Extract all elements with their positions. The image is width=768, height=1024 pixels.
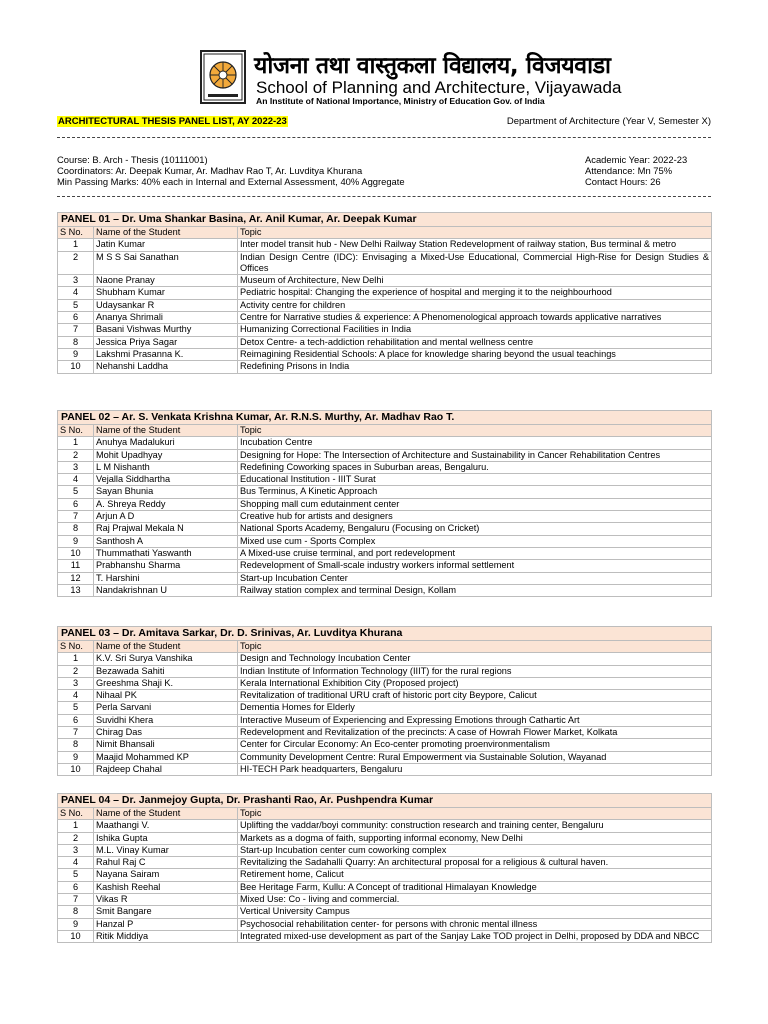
panel-title: PANEL 03 – Dr. Amitava Sarkar, Dr. D. Srinivas, Ar. Luvditya Khurana [58, 627, 712, 641]
table-row [58, 474, 712, 486]
thesis-topic: Educational Institution - IIIT Surat [238, 474, 712, 486]
student-name: Perla Sarvani [94, 702, 238, 714]
serial-number: 8 [58, 523, 94, 535]
serial-number: 4 [58, 857, 94, 869]
student-name: Smit Bangare [94, 906, 238, 918]
student-name: Nihaal PK [94, 690, 238, 702]
table-row [58, 857, 712, 869]
table-row [58, 820, 712, 832]
column-header-row [58, 227, 712, 239]
serial-number: 10 [58, 930, 94, 942]
serial-number: 3 [58, 844, 94, 856]
table-row [58, 251, 712, 275]
contact-hours: Contact Hours: 26 [585, 176, 661, 187]
thesis-topic: A Mixed-use cruise terminal, and port redevelopment [238, 547, 712, 559]
hindi-title: योजना तथा वास्तुकला विद्यालय, विजयवाडा [254, 53, 611, 79]
thesis-topic: Activity centre for children [238, 299, 712, 311]
thesis-topic: Railway station complex and terminal Design, Kollam [238, 584, 712, 596]
serial-number: 6 [58, 714, 94, 726]
thesis-topic: Incubation Centre [238, 437, 712, 449]
serial-number: 3 [58, 275, 94, 287]
table-row [58, 299, 712, 311]
institute-logo [200, 50, 246, 104]
table-row [58, 918, 712, 930]
thesis-topic: Bus Terminus, A Kinetic Approach [238, 486, 712, 498]
serial-number: 2 [58, 832, 94, 844]
thesis-topic: Redefining Prisons in India [238, 361, 712, 373]
academic-year: Academic Year: 2022-23 [585, 154, 688, 165]
thesis-topic: Mixed use cum - Sports Complex [238, 535, 712, 547]
column-header-row [58, 641, 712, 653]
table-row [58, 869, 712, 881]
student-name: Arjun A D [94, 511, 238, 523]
serial-number: 2 [58, 665, 94, 677]
serial-number: 7 [58, 511, 94, 523]
panel-table [57, 212, 712, 374]
table-row [58, 239, 712, 251]
student-name: Rahul Raj C [94, 857, 238, 869]
student-name: Prabhanshu Sharma [94, 560, 238, 572]
thesis-topic: Inter model transit hub - New Delhi Railway Station Redevelopment of railway station, Bus terminal & metro [238, 239, 712, 251]
student-name: Sayan Bhunia [94, 486, 238, 498]
coordinators-line: Coordinators: Ar. Deepak Kumar, Ar. Madhav Rao T, Ar. Luvditya Khurana [57, 165, 363, 176]
table-row [58, 677, 712, 689]
thesis-topic: Redevelopment of Small-scale industry workers informal settlement [238, 560, 712, 572]
department-label: Department of Architecture (Year V, Semester X) [506, 116, 711, 127]
table-row [58, 523, 712, 535]
serial-number: 8 [58, 336, 94, 348]
table-row [58, 449, 712, 461]
student-name: Nehanshi Laddha [94, 361, 238, 373]
student-name: Maathangi V. [94, 820, 238, 832]
serial-number: 13 [58, 584, 94, 596]
thesis-topic: HI-TECH Park headquarters, Bengaluru [238, 763, 712, 775]
column-header-topic: Topic [238, 425, 712, 437]
thesis-topic: Markets as a dogma of faith, supporting informal economy, New Delhi [238, 832, 712, 844]
thesis-topic: Detox Centre- a tech-addiction rehabilitation and mental wellness centre [238, 336, 712, 348]
serial-number: 1 [58, 820, 94, 832]
column-header-sno: S No. [58, 808, 94, 820]
column-header-topic: Topic [238, 641, 712, 653]
thesis-topic: Revitalizing the Sadahalli Quarry: An architectural proposal for a religious & cultural haven. [238, 857, 712, 869]
thesis-topic: Creative hub for artists and designers [238, 511, 712, 523]
serial-number: 1 [58, 653, 94, 665]
table-row [58, 547, 712, 559]
thesis-topic: Indian Design Centre (IDC): Envisaging a Mixed-Use Educational, Commercial High-Rise for Design Studies & Offices [238, 251, 712, 275]
table-row [58, 653, 712, 665]
table-row [58, 727, 712, 739]
thesis-topic: Museum of Architecture, New Delhi [238, 275, 712, 287]
student-name: Udaysankar R [94, 299, 238, 311]
table-row [58, 511, 712, 523]
serial-number: 10 [58, 547, 94, 559]
column-header-row [58, 425, 712, 437]
table-row [58, 535, 712, 547]
course-info [57, 154, 711, 188]
passing-marks-line: Min Passing Marks: 40% each in Internal and External Assessment, 40% Aggregate [57, 176, 405, 187]
serial-number: 7 [58, 894, 94, 906]
thesis-topic: Centre for Narrative studies & experience: A Phenomenological approach towards applicative narratives [238, 312, 712, 324]
thesis-topic: Dementia Homes for Elderly [238, 702, 712, 714]
serial-number: 12 [58, 572, 94, 584]
table-row [58, 437, 712, 449]
thesis-topic: Humanizing Correctional Facilities in India [238, 324, 712, 336]
student-name: Ritik Middiya [94, 930, 238, 942]
serial-number: 8 [58, 906, 94, 918]
thesis-topic: Pediatric hospital: Changing the experience of hospital and merging it to the neighbourhood [238, 287, 712, 299]
table-row [58, 584, 712, 596]
table-row [58, 336, 712, 348]
column-header-topic: Topic [238, 808, 712, 820]
student-name: Lakshmi Prasanna K. [94, 348, 238, 360]
table-row [58, 312, 712, 324]
serial-number: 6 [58, 312, 94, 324]
serial-number: 7 [58, 324, 94, 336]
serial-number: 4 [58, 287, 94, 299]
thesis-topic: Integrated mixed-use development as part of the Sanjay Lake TOD project in Delhi, proposed by DDA and NBCC [238, 930, 712, 942]
student-name: Anuhya Madalukuri [94, 437, 238, 449]
institute-subtitle: An Institute of National Importance, Ministry of Education Gov. of India [256, 96, 545, 106]
student-name: Vikas R [94, 894, 238, 906]
student-name: Thummathati Yaswanth [94, 547, 238, 559]
student-name: Vejalla Siddhartha [94, 474, 238, 486]
student-name: Ananya Shrimali [94, 312, 238, 324]
column-header-name: Name of the Student [94, 425, 238, 437]
table-row [58, 461, 712, 473]
divider [57, 137, 711, 138]
table-row [58, 560, 712, 572]
student-name: Naone Pranay [94, 275, 238, 287]
serial-number: 3 [58, 461, 94, 473]
table-row [58, 702, 712, 714]
table-row [58, 690, 712, 702]
table-row [58, 324, 712, 336]
serial-number: 9 [58, 918, 94, 930]
column-header-topic: Topic [238, 227, 712, 239]
student-name: Nayana Sairam [94, 869, 238, 881]
table-row [58, 714, 712, 726]
thesis-topic: Retirement home, Calicut [238, 869, 712, 881]
table-row [58, 881, 712, 893]
serial-number: 8 [58, 739, 94, 751]
thesis-topic: Kerala International Exhibition City (Proposed project) [238, 677, 712, 689]
student-name: Basani Vishwas Murthy [94, 324, 238, 336]
serial-number: 9 [58, 535, 94, 547]
thesis-topic: National Sports Academy, Bengaluru (Focusing on Cricket) [238, 523, 712, 535]
student-name: T. Harshini [94, 572, 238, 584]
table-row [58, 665, 712, 677]
thesis-topic: Design and Technology Incubation Center [238, 653, 712, 665]
student-name: M.L. Vinay Kumar [94, 844, 238, 856]
student-name: L M Nishanth [94, 461, 238, 473]
serial-number: 6 [58, 498, 94, 510]
serial-number: 3 [58, 677, 94, 689]
thesis-topic: Bee Heritage Farm, Kullu: A Concept of traditional Himalayan Knowledge [238, 881, 712, 893]
document-titlebar [57, 116, 711, 128]
course-line: Course: B. Arch - Thesis (10111001) [57, 154, 208, 165]
serial-number: 9 [58, 751, 94, 763]
table-row [58, 275, 712, 287]
table-row [58, 894, 712, 906]
thesis-topic: Indian Institute of Information Technology (IIIT) for the rural regions [238, 665, 712, 677]
thesis-topic: Revitalization of traditional URU craft of historic port city Beypore, Calicut [238, 690, 712, 702]
student-name: Rajdeep Chahal [94, 763, 238, 775]
student-name: M S S Sai Sanathan [94, 251, 238, 275]
thesis-topic: Reimagining Residential Schools: A place for knowledge sharing beyond the usual teachings [238, 348, 712, 360]
table-row [58, 361, 712, 373]
thesis-topic: Center for Circular Economy: An Eco-center promoting proenvironmentalism [238, 739, 712, 751]
panel-title: PANEL 01 – Dr. Uma Shankar Basina, Ar. Anil Kumar, Ar. Deepak Kumar [58, 213, 712, 227]
student-name: Shubham Kumar [94, 287, 238, 299]
thesis-topic: Interactive Museum of Experiencing and Expressing Emotions through Cathartic Art [238, 714, 712, 726]
thesis-topic: Redevelopment and Revitalization of the precincts: A case of Howrah Flower Market, Kolkata [238, 727, 712, 739]
table-row [58, 486, 712, 498]
course-info-right [585, 154, 687, 187]
thesis-topic: Vertical University Campus [238, 906, 712, 918]
thesis-topic: Start-up Incubation center cum coworking complex [238, 844, 712, 856]
divider [57, 196, 711, 197]
student-name: Jessica Priya Sagar [94, 336, 238, 348]
thesis-topic: Community Development Centre: Rural Empowerment via Sustainable Solution, Wayanad [238, 751, 712, 763]
serial-number: 5 [58, 869, 94, 881]
column-header-name: Name of the Student [94, 808, 238, 820]
student-name: Greeshma Shaji K. [94, 677, 238, 689]
serial-number: 6 [58, 881, 94, 893]
thesis-topic: Designing for Hope: The Intersection of Architecture and Sustainability in Cancer Rehabilitation Centres [238, 449, 712, 461]
document-title: ARCHITECTURAL THESIS PANEL LIST, AY 2022-23 [58, 116, 287, 127]
table-row [58, 751, 712, 763]
student-name: Raj Prajwal Mekala N [94, 523, 238, 535]
serial-number: 9 [58, 348, 94, 360]
student-name: Jatin Kumar [94, 239, 238, 251]
serial-number: 2 [58, 251, 94, 275]
thesis-topic: Uplifting the vaddar/boyi community: construction research and training center, Bengaluru [238, 820, 712, 832]
column-header-row [58, 808, 712, 820]
panel-table [57, 410, 712, 597]
thesis-topic: Shopping mall cum edutainment center [238, 498, 712, 510]
student-name: K.V. Sri Surya Vanshika [94, 653, 238, 665]
serial-number: 2 [58, 449, 94, 461]
student-name: Bezawada Sahiti [94, 665, 238, 677]
thesis-topic: Psychosocial rehabilitation center- for persons with chronic mental illness [238, 918, 712, 930]
serial-number: 5 [58, 702, 94, 714]
student-name: Mohit Upadhyay [94, 449, 238, 461]
attendance: Attendance: Mn 75% [585, 165, 673, 176]
thesis-topic: Mixed Use: Co - living and commercial. [238, 894, 712, 906]
table-row [58, 930, 712, 942]
table-row [58, 739, 712, 751]
student-name: Nandakrishnan U [94, 584, 238, 596]
serial-number: 1 [58, 239, 94, 251]
english-title: School of Planning and Architecture, Vijayawada [256, 78, 622, 97]
student-name: Suvidhi Khera [94, 714, 238, 726]
panel-table [57, 626, 712, 776]
table-row [58, 763, 712, 775]
course-info-left [57, 154, 405, 187]
serial-number: 4 [58, 690, 94, 702]
table-row [58, 348, 712, 360]
table-row [58, 906, 712, 918]
table-row [58, 498, 712, 510]
student-name: Ishika Gupta [94, 832, 238, 844]
serial-number: 10 [58, 361, 94, 373]
student-name: Hanzal P [94, 918, 238, 930]
column-header-sno: S No. [58, 641, 94, 653]
column-header-name: Name of the Student [94, 641, 238, 653]
table-row [58, 832, 712, 844]
column-header-sno: S No. [58, 227, 94, 239]
institute-header [0, 50, 768, 110]
column-header-name: Name of the Student [94, 227, 238, 239]
column-header-sno: S No. [58, 425, 94, 437]
serial-number: 7 [58, 727, 94, 739]
panel-table [57, 793, 712, 943]
thesis-topic: Start-up Incubation Center [238, 572, 712, 584]
student-name: Kashish Reehal [94, 881, 238, 893]
table-row [58, 287, 712, 299]
student-name: Santhosh A [94, 535, 238, 547]
serial-number: 11 [58, 560, 94, 572]
serial-number: 4 [58, 474, 94, 486]
table-row [58, 844, 712, 856]
student-name: A. Shreya Reddy [94, 498, 238, 510]
table-row [58, 572, 712, 584]
thesis-topic: Redefining Coworking spaces in Suburban areas, Bengaluru. [238, 461, 712, 473]
student-name: Nimit Bhansali [94, 739, 238, 751]
panel-title: PANEL 04 – Dr. Janmejoy Gupta, Dr. Prashanti Rao, Ar. Pushpendra Kumar [58, 794, 712, 808]
student-name: Maajid Mohammed KP [94, 751, 238, 763]
student-name: Chirag Das [94, 727, 238, 739]
serial-number: 1 [58, 437, 94, 449]
serial-number: 5 [58, 299, 94, 311]
panel-title: PANEL 02 – Ar. S. Venkata Krishna Kumar, Ar. R.N.S. Murthy, Ar. Madhav Rao T. [58, 411, 712, 425]
serial-number: 5 [58, 486, 94, 498]
serial-number: 10 [58, 763, 94, 775]
